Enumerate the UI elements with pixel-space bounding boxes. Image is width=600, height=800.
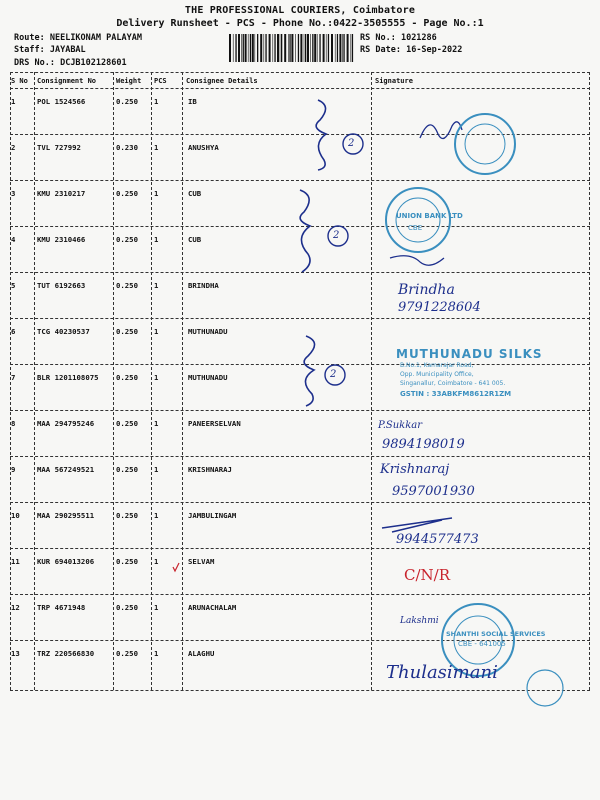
social-stamp-text: SHANTHI SOCIAL SERVICES	[446, 630, 546, 638]
barcode-bar	[255, 34, 256, 62]
row-consignee: MUTHUNADU	[188, 373, 228, 382]
selvam-note: C/N/R	[404, 566, 451, 584]
row-rule	[10, 502, 590, 503]
row-consignment-no: POL 1524566	[37, 97, 86, 106]
row-sno: 5	[11, 281, 16, 290]
circled-count: 2	[348, 138, 355, 149]
table-row	[0, 143, 600, 153]
krishna-signature: Krishnaraj	[380, 462, 450, 477]
row-rule	[10, 134, 590, 135]
row-weight: 0.250	[116, 235, 138, 244]
barcode-bar	[342, 34, 343, 62]
rs-no-meta	[360, 33, 437, 43]
document-title: THE PROFESSIONAL COURIERS, Coimbatore	[184, 5, 416, 16]
signature-scribble	[390, 256, 444, 265]
row-pcs: 1	[154, 235, 159, 244]
table-row	[0, 189, 600, 199]
barcode-bar	[335, 34, 336, 62]
staff-value: JAYABAL	[49, 45, 86, 55]
barcode-bar	[304, 34, 305, 62]
row-rule	[10, 690, 590, 691]
row-rule	[10, 594, 590, 595]
col-header-consignee: Consignee Details	[186, 77, 258, 85]
row-sno: 1	[11, 97, 16, 106]
arunachalam-signature: Lakshmi	[400, 616, 439, 626]
barcode-bar	[337, 34, 338, 62]
row-consignee: ARUNACHALAM	[188, 603, 237, 612]
barcode-bar	[284, 34, 286, 62]
table-row	[0, 97, 600, 107]
barcode-bar	[328, 34, 329, 62]
circled-count: 2	[333, 230, 340, 241]
barcode-bar	[277, 34, 279, 62]
row-consignment-no: TCG 40230537	[37, 327, 90, 336]
col-header-signature: Signature	[375, 77, 413, 85]
table-row	[0, 649, 600, 659]
row-sno: 4	[11, 235, 16, 244]
barcode-bar	[351, 34, 352, 62]
row-sno: 2	[11, 143, 16, 152]
paneer-phone: 9894198019	[382, 437, 465, 452]
col-header-sno: S No	[11, 77, 28, 85]
table-row	[0, 465, 600, 475]
row-sno: 12	[11, 603, 20, 612]
barcode-bar	[288, 34, 289, 62]
table-row	[0, 419, 600, 429]
row-pcs: 1	[154, 419, 159, 428]
row-weight: 0.250	[116, 603, 138, 612]
col-header-pcs: PCS	[154, 77, 167, 85]
row-weight: 0.250	[116, 189, 138, 198]
row-pcs: 1	[154, 603, 159, 612]
row-weight: 0.230	[116, 143, 138, 152]
row-consignment-no: MAA 290295511	[37, 511, 95, 520]
barcode-bar	[243, 34, 244, 62]
brace-mark	[300, 190, 310, 272]
table-row	[0, 327, 600, 337]
col-header-weight: Weight	[116, 77, 142, 85]
barcode-bar	[289, 34, 290, 62]
row-sno: 13	[11, 649, 20, 658]
col-header-consignment: Consignment No	[37, 77, 97, 85]
barcode-bar	[314, 34, 316, 62]
barcode-bar	[339, 34, 341, 62]
barcode-bar	[323, 34, 325, 62]
row-rule	[10, 226, 590, 227]
signature-scribble	[420, 122, 462, 139]
jambu-phone: 9944577473	[396, 532, 479, 547]
drs-meta	[14, 58, 127, 68]
row-consignment-no: MAA 294795246	[37, 419, 95, 428]
barcode-bar	[273, 34, 274, 62]
row-sno: 9	[11, 465, 16, 474]
route-meta	[14, 33, 142, 43]
row-consignment-no: KMU 2310466	[37, 235, 86, 244]
table-row	[0, 511, 600, 521]
barcode-bar	[310, 34, 311, 62]
row-consignment-no: KMU 2310217	[37, 189, 86, 198]
row-consignee: KRISHNARAJ	[188, 465, 232, 474]
barcode-bar	[281, 34, 282, 62]
row-sno: 10	[11, 511, 20, 520]
alaghu-signature: Thulasimani	[386, 662, 498, 683]
row-sno: 3	[11, 189, 16, 198]
brace-mark	[316, 100, 326, 170]
barcode-bar	[305, 34, 306, 62]
brace-mark	[304, 336, 314, 406]
staff-meta	[14, 45, 86, 55]
row-sno: 7	[11, 373, 16, 382]
row-sno: 11	[11, 557, 20, 566]
row-weight: 0.250	[116, 511, 138, 520]
row-pcs: 1	[154, 511, 159, 520]
row-weight: 0.250	[116, 327, 138, 336]
row-weight: 0.250	[116, 281, 138, 290]
barcode-bar	[331, 34, 333, 62]
staff-label: Staff:	[14, 45, 45, 55]
barcode-bar	[269, 34, 271, 62]
barcode-bar	[257, 34, 258, 62]
row-consignee: PANEERSELVAN	[188, 419, 241, 428]
barcode-bar	[326, 34, 327, 62]
row-weight: 0.250	[116, 557, 138, 566]
row-weight: 0.250	[116, 419, 138, 428]
table-header-rule	[10, 88, 590, 89]
route-label: Route:	[14, 33, 45, 43]
row-consignee: CUB	[188, 189, 202, 198]
barcode-bar	[347, 34, 349, 62]
krishna-phone: 9597001930	[392, 484, 475, 499]
row-rule	[10, 318, 590, 319]
barcode-bar	[265, 34, 266, 62]
barcode-bar	[312, 34, 313, 62]
route-value: NEELIKONAM PALAYAM	[49, 33, 142, 43]
row-pcs: 1	[154, 189, 159, 198]
row-rule	[10, 180, 590, 181]
barcode-bar	[229, 34, 231, 62]
row-consignment-no: KUR 694013206	[37, 557, 95, 566]
row-consignment-no: TUT 6192663	[37, 281, 86, 290]
drs-label: DRS No.:	[14, 58, 55, 68]
row-consignee: ANUSHYA	[188, 143, 219, 152]
barcode-bar	[233, 34, 234, 62]
barcode-bar	[238, 34, 240, 62]
row-consignee: JAMBULINGAM	[188, 511, 237, 520]
barcode-bar	[252, 34, 254, 62]
paneer-signature: P.Sukkar	[378, 420, 423, 431]
row-consignee: ALAGHU	[188, 649, 215, 658]
row-pcs: 1	[154, 143, 159, 152]
barcode-bar	[235, 34, 236, 62]
row-rule	[10, 272, 590, 273]
rs-no-label: RS No.:	[360, 33, 396, 43]
row-consignment-no: TVL 727992	[37, 143, 81, 152]
row-pcs: 1	[154, 649, 159, 658]
row-consignee: BRINDHA	[188, 281, 219, 290]
row-sno: 8	[11, 419, 16, 428]
row-pcs: 1	[154, 557, 159, 566]
row-consignee: MUTHUNADU	[188, 327, 228, 336]
silks-stamp-address: Opp. Municipality Office,	[400, 371, 474, 378]
barcode-bar	[352, 34, 353, 62]
bank-stamp-text: UNION BANK LTD	[396, 212, 463, 220]
barcode	[229, 34, 354, 62]
row-weight: 0.250	[116, 465, 138, 474]
barcode-bar	[291, 34, 293, 62]
bank-stamp-city: CBE	[408, 224, 423, 232]
table-row	[0, 281, 600, 291]
barcode-bar	[298, 34, 299, 62]
row-sno: 6	[11, 327, 16, 336]
brindha-signature: Brindha	[398, 282, 455, 298]
rs-date-label: RS Date:	[360, 45, 401, 55]
row-consignment-no: MAA 567249521	[37, 465, 95, 474]
barcode-bar	[295, 34, 296, 62]
table-row	[0, 557, 600, 567]
row-rule	[10, 548, 590, 549]
row-pcs: 1	[154, 97, 159, 106]
row-pcs: 1	[154, 373, 159, 382]
silks-stamp-gstin: GSTIN : 33ABKFM8612R1ZM	[400, 390, 512, 398]
silks-stamp-address: Singanallur, Coimbatore - 641 005.	[400, 380, 506, 387]
barcode-bar	[280, 34, 281, 62]
social-stamp-code: CBE - 641005	[458, 640, 506, 648]
row-rule	[10, 364, 590, 365]
row-weight: 0.250	[116, 97, 138, 106]
circled-count: 2	[330, 369, 337, 380]
row-pcs: 1	[154, 281, 159, 290]
document-subtitle: Delivery Runsheet - PCS - Phone No.:0422-3505555 - Page No.:1	[116, 18, 484, 29]
barcode-bar	[260, 34, 262, 62]
row-rule	[10, 456, 590, 457]
row-weight: 0.250	[116, 373, 138, 382]
barcode-bar	[250, 34, 251, 62]
row-pcs: 1	[154, 327, 159, 336]
barcode-bar	[241, 34, 242, 62]
row-consignee: IB	[188, 97, 197, 106]
barcode-bar	[248, 34, 249, 62]
barcode-bar	[300, 34, 302, 62]
brindha-phone: 9791228604	[398, 300, 481, 315]
row-consignee: SELVAM	[188, 557, 215, 566]
row-pcs: 1	[154, 465, 159, 474]
barcode-bar	[264, 34, 265, 62]
table-row	[0, 373, 600, 383]
row-consignee: CUB	[188, 235, 202, 244]
stamp-ring	[527, 670, 563, 706]
row-rule	[10, 410, 590, 411]
barcode-bar	[343, 34, 344, 62]
row-consignment-no: TRP 4671948	[37, 603, 86, 612]
rs-date-value: 16-Sep-2022	[406, 45, 463, 55]
rs-no-value: 1021286	[400, 33, 437, 43]
row-consignment-no: TRZ 220566830	[37, 649, 95, 658]
rs-date-meta	[360, 45, 462, 55]
barcode-bar	[307, 34, 309, 62]
drs-value: DCJB102128601	[60, 58, 127, 68]
table-top-rule	[10, 72, 590, 73]
row-consignment-no: BLR 1201108075	[37, 373, 99, 382]
row-weight: 0.250	[116, 649, 138, 658]
table-row	[0, 603, 600, 613]
silks-stamp-name: MUTHUNADU SILKS	[396, 347, 543, 361]
table-row	[0, 235, 600, 245]
barcode-bar	[274, 34, 275, 62]
silks-stamp-address: B.No.1, Kamarajar Road,	[400, 362, 474, 369]
barcode-bar	[317, 34, 318, 62]
barcode-bar	[245, 34, 247, 62]
barcode-bar	[319, 34, 320, 62]
